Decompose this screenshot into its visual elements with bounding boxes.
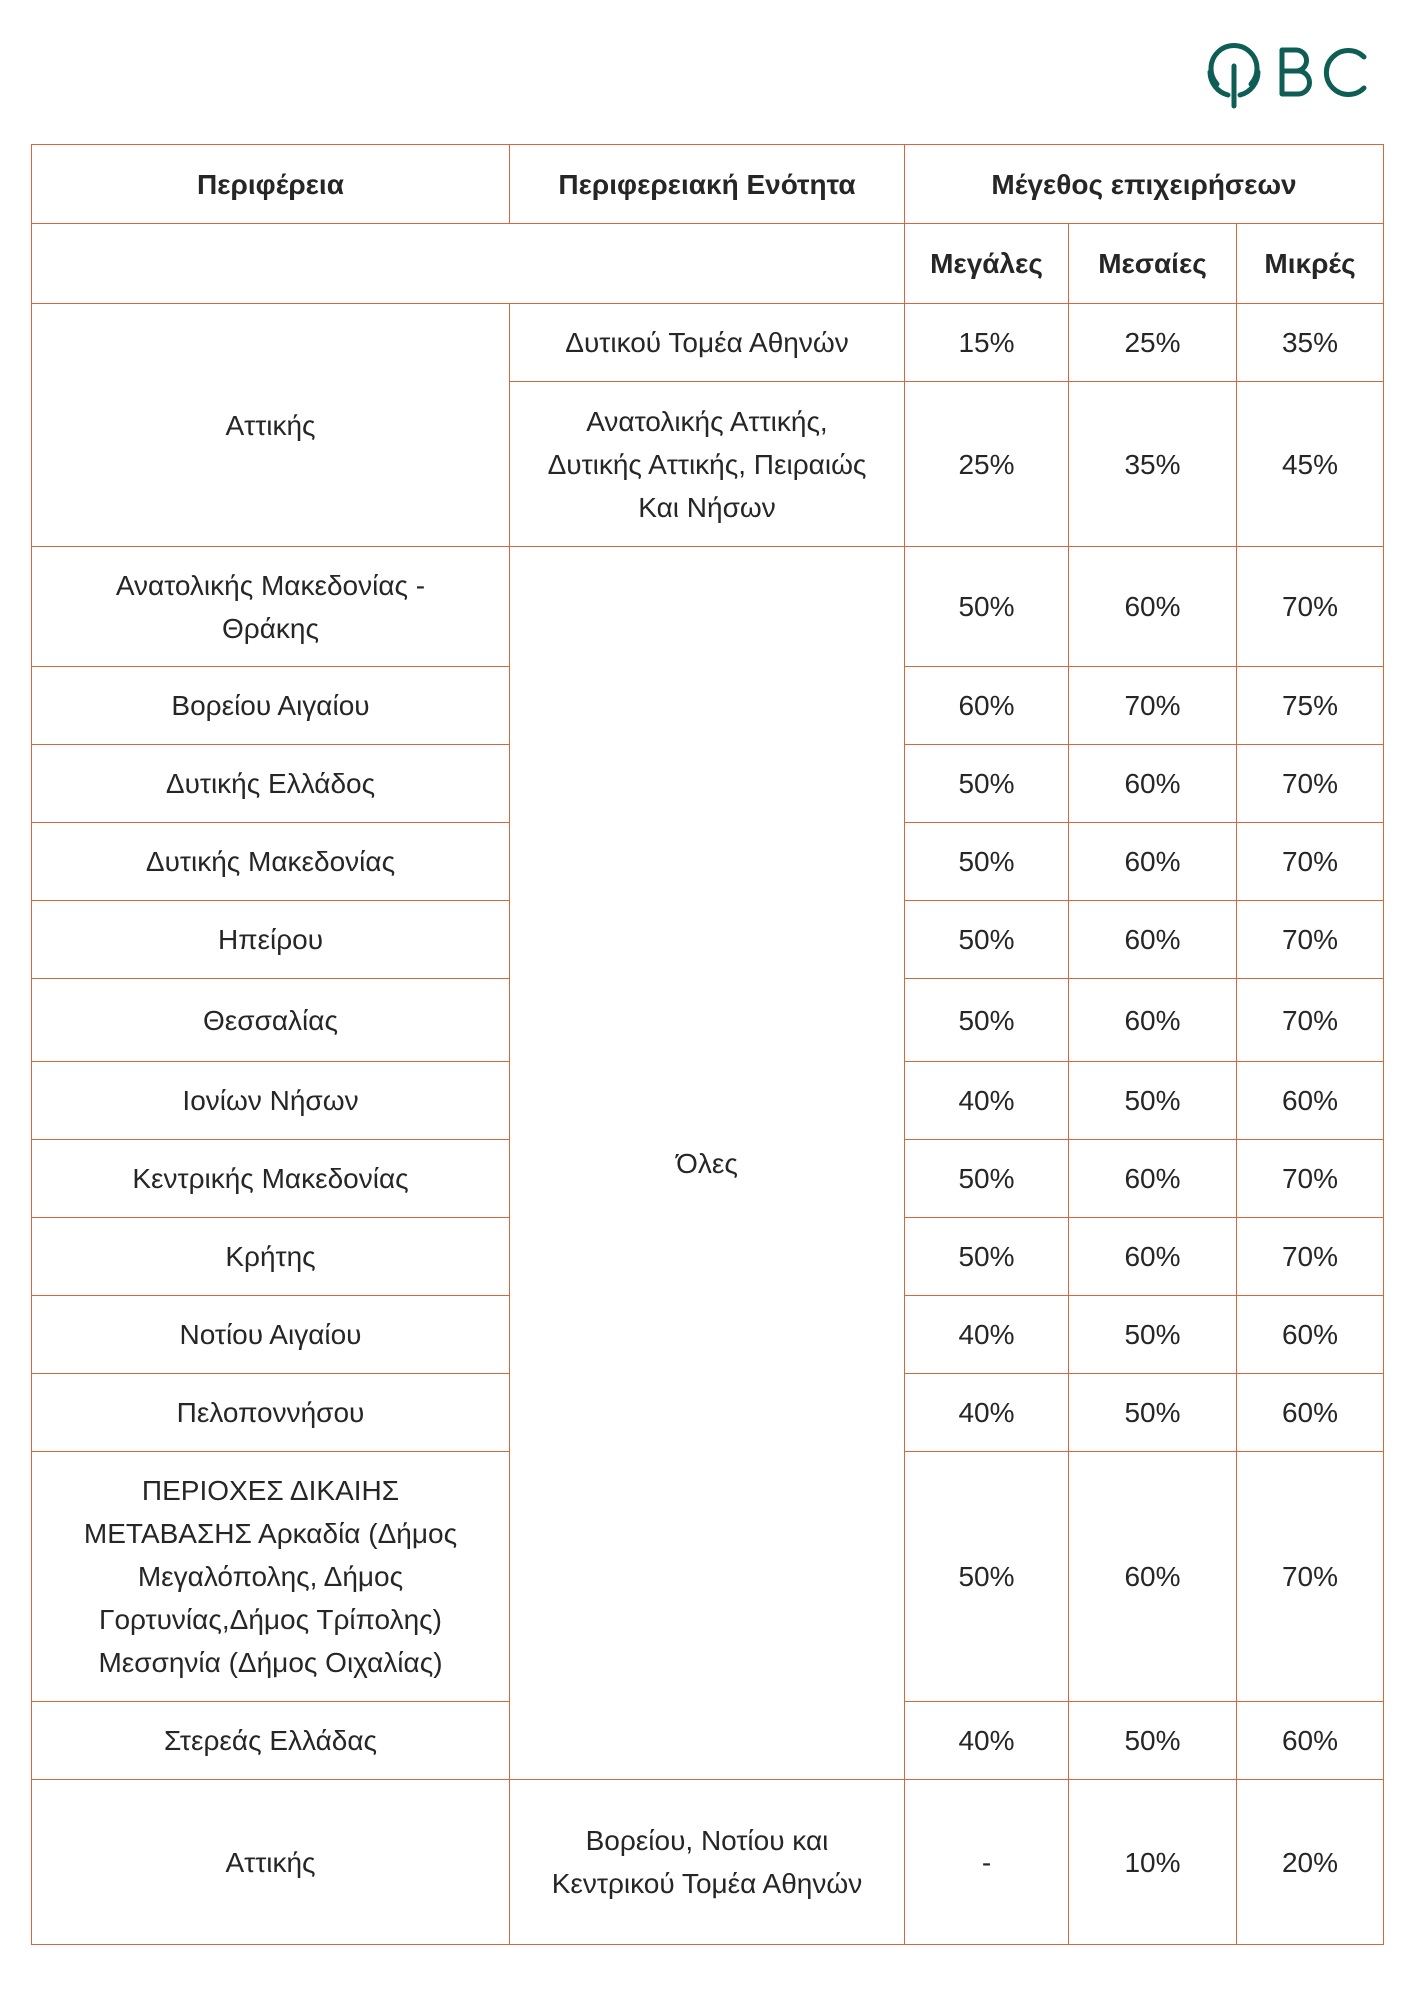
- value-small: 70%: [1237, 901, 1384, 979]
- value-large: 50%: [905, 547, 1069, 667]
- subheader-small: Μικρές: [1237, 224, 1384, 304]
- value-large: 50%: [905, 1218, 1069, 1296]
- region-cell: Στερεάς Ελλάδας: [32, 1702, 510, 1780]
- value-medium: 10%: [1069, 1780, 1237, 1945]
- value-medium: 60%: [1069, 979, 1237, 1062]
- value-small: 60%: [1237, 1702, 1384, 1780]
- value-small: 70%: [1237, 979, 1384, 1062]
- value-small: 60%: [1237, 1374, 1384, 1452]
- value-large: 40%: [905, 1702, 1069, 1780]
- value-small: 60%: [1237, 1296, 1384, 1374]
- value-small: 20%: [1237, 1780, 1384, 1945]
- value-small: 70%: [1237, 823, 1384, 901]
- value-large: -: [905, 1780, 1069, 1945]
- value-large: 40%: [905, 1062, 1069, 1140]
- value-large: 50%: [905, 901, 1069, 979]
- unit-cell: Ανατολικής Αττικής, Δυτικής Αττικής, Πειραιώς Και Νήσων: [510, 382, 905, 547]
- region-cell: Βορείου Αιγαίου: [32, 667, 510, 745]
- value-large: 50%: [905, 745, 1069, 823]
- region-cell: ΠΕΡΙΟΧΕΣ ΔΙΚΑΙΗΣ ΜΕΤΑΒΑΣΗΣ Αρκαδία (Δήμος Μεγαλόπολης, Δήμος Γορτυνίας,Δήμος Τρίπολης) Μεσσηνία (Δήμος Οιχαλίας): [32, 1452, 510, 1702]
- value-small: 70%: [1237, 547, 1384, 667]
- value-medium: 50%: [1069, 1702, 1237, 1780]
- header-business-size: Μέγεθος επιχειρήσεων: [905, 145, 1384, 224]
- subheader-row: [32, 224, 1384, 304]
- value-small: 75%: [1237, 667, 1384, 745]
- value-large: 50%: [905, 1452, 1069, 1702]
- value-large: 50%: [905, 1140, 1069, 1218]
- value-medium: 60%: [1069, 1452, 1237, 1702]
- grant-rates-table: [31, 144, 1384, 1945]
- value-medium: 70%: [1069, 667, 1237, 745]
- region-cell: Ανατολικής Μακεδονίας - Θράκης: [32, 547, 510, 667]
- value-medium: 60%: [1069, 823, 1237, 901]
- unit-cell: Δυτικού Τομέα Αθηνών: [510, 304, 905, 382]
- region-cell: Δυτικής Ελλάδος: [32, 745, 510, 823]
- value-large: 25%: [905, 382, 1069, 547]
- value-small: 70%: [1237, 1452, 1384, 1702]
- value-large: 40%: [905, 1296, 1069, 1374]
- table-row: [32, 547, 1384, 667]
- value-medium: 60%: [1069, 547, 1237, 667]
- qbc-logo: [1204, 40, 1374, 114]
- subheader-medium: Μεσαίες: [1069, 224, 1237, 304]
- value-medium: 25%: [1069, 304, 1237, 382]
- table-row: [32, 1780, 1384, 1945]
- unit-cell-all: Όλες: [510, 547, 905, 1780]
- value-small: 60%: [1237, 1062, 1384, 1140]
- region-cell: Αττικής: [32, 1780, 510, 1945]
- value-medium: 60%: [1069, 745, 1237, 823]
- value-large: 50%: [905, 979, 1069, 1062]
- region-cell: Πελοποννήσου: [32, 1374, 510, 1452]
- value-small: 70%: [1237, 1140, 1384, 1218]
- region-cell: Αττικής: [32, 304, 510, 547]
- subheader-empty-cell: [32, 224, 905, 304]
- value-medium: 50%: [1069, 1374, 1237, 1452]
- value-medium: 50%: [1069, 1062, 1237, 1140]
- region-cell: Ιονίων Νήσων: [32, 1062, 510, 1140]
- region-cell: Κρήτης: [32, 1218, 510, 1296]
- value-small: 45%: [1237, 382, 1384, 547]
- value-large: 40%: [905, 1374, 1069, 1452]
- value-large: 15%: [905, 304, 1069, 382]
- region-cell: Ηπείρου: [32, 901, 510, 979]
- value-medium: 60%: [1069, 1218, 1237, 1296]
- value-medium: 50%: [1069, 1296, 1237, 1374]
- subheader-large: Μεγάλες: [905, 224, 1069, 304]
- table-row: [32, 304, 1384, 382]
- header-row: [32, 145, 1384, 224]
- header-region: Περιφέρεια: [32, 145, 510, 224]
- value-medium: 35%: [1069, 382, 1237, 547]
- value-medium: 60%: [1069, 1140, 1237, 1218]
- qbc-logo-mark: [1204, 40, 1374, 114]
- value-medium: 60%: [1069, 901, 1237, 979]
- header-regional-unit: Περιφερειακή Ενότητα: [510, 145, 905, 224]
- value-small: 70%: [1237, 1218, 1384, 1296]
- region-cell: Δυτικής Μακεδονίας: [32, 823, 510, 901]
- unit-cell: Βορείου, Νοτίου και Κεντρικού Τομέα Αθηνών: [510, 1780, 905, 1945]
- value-large: 50%: [905, 823, 1069, 901]
- value-large: 60%: [905, 667, 1069, 745]
- region-cell: Κεντρικής Μακεδονίας: [32, 1140, 510, 1218]
- region-cell: Νοτίου Αιγαίου: [32, 1296, 510, 1374]
- value-small: 70%: [1237, 745, 1384, 823]
- region-cell: Θεσσαλίας: [32, 979, 510, 1062]
- value-small: 35%: [1237, 304, 1384, 382]
